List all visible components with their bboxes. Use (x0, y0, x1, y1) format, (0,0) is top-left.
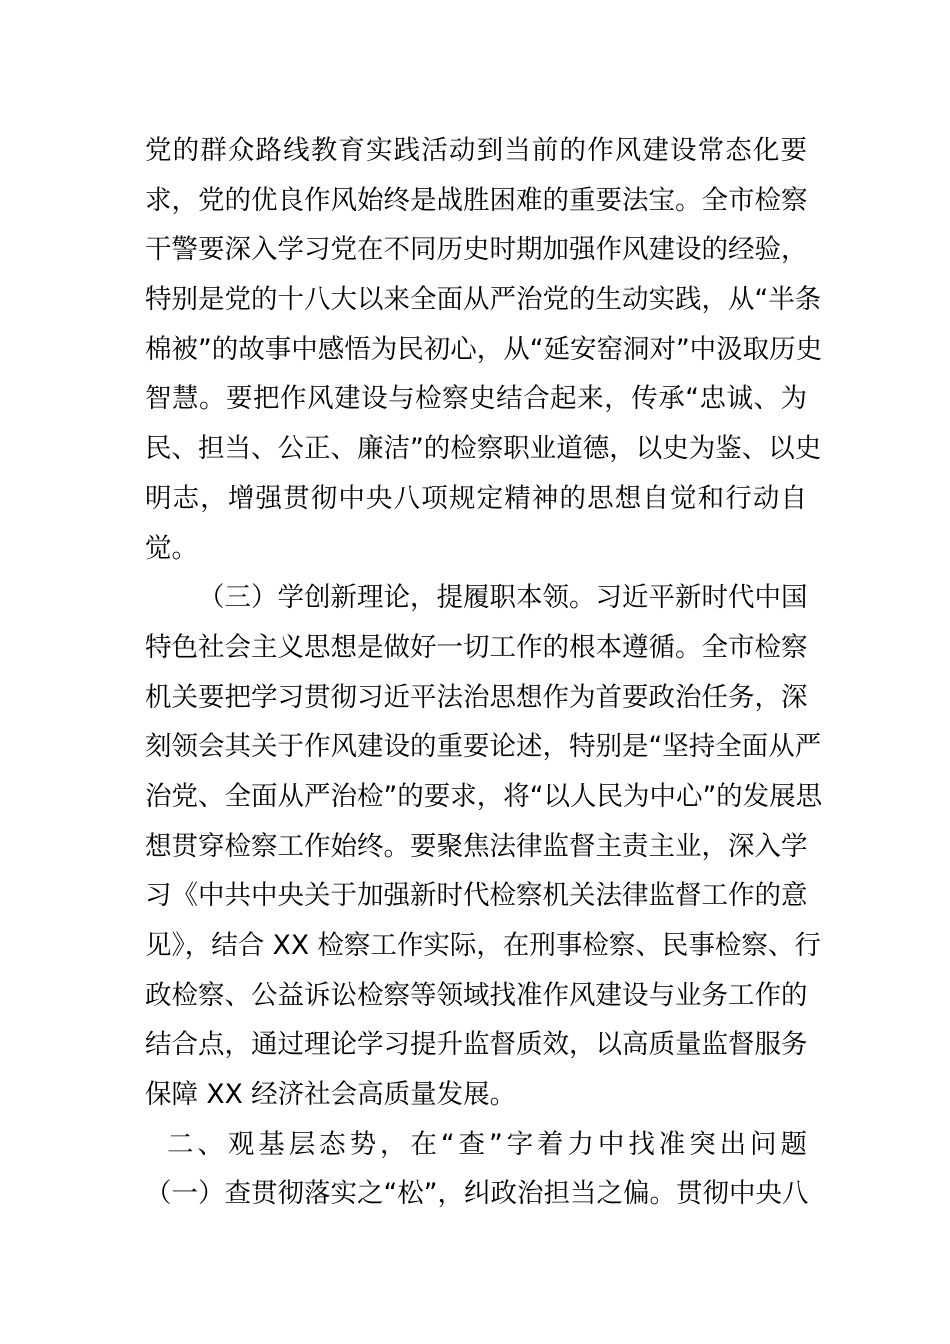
text-line: 机关要把学习贯彻习近平法治思想作为首要政治任务，深 (145, 681, 808, 713)
text-line: 求，党的优良作风始终是战胜困难的重要法宝。全市检察 (145, 184, 808, 216)
section-heading-line: 二、观基层态势，在“查”字着力中找准突出问题 (167, 1128, 807, 1160)
text-line: 棉被”的故事中感悟为民初心，从“延安窑洞对”中汲取历史 (145, 333, 823, 365)
text-line: 民、担当、公正、廉洁”的检察职业道德，以史为鉴、以史 (145, 433, 822, 465)
text-line: 见》，结合 XX 检察工作实际，在刑事检察、民事检察、行 (145, 930, 821, 961)
section-heading-line: （三）学创新理论，提履职本领。习近平新时代中国 (198, 582, 808, 614)
text-line: 党的群众路线教育实践活动到当前的作风建设常态化要 (145, 135, 807, 166)
section-heading-2 (145, 1120, 807, 1170)
paragraph-work-style-history (145, 126, 823, 573)
text-line: 明志，增强贯彻中央八项规定精神的思想自觉和行动自 (145, 482, 807, 514)
text-line: 保障 XX 经济社会高质量发展。 (145, 1079, 517, 1111)
subsection-heading-line: （一）查贯彻落实之“松”，纠政治担当之偏。贯彻中央八 (145, 1178, 809, 1210)
paragraph-study-new-theory (145, 573, 823, 1120)
text-line: 觉。 (145, 532, 198, 564)
text-line: 智慧。要把作风建设与检察史结合起来，传承“忠诚、为 (145, 383, 807, 415)
text-line: 特别是党的十八大以来全面从严治党的生动实践，从“半条 (145, 284, 822, 316)
paragraph-check-implementation (145, 1169, 807, 1219)
text-line: 治党、全面从严治检”的要求，将“以人民为中心”的发展思 (145, 780, 823, 812)
text-line: 特色社会主义思想是做好一切工作的根本遵循。全市检察 (145, 631, 808, 663)
document-page (145, 126, 823, 1219)
text-line: 想贯穿检察工作始终。要聚焦法律监督主责主业，深入学 (145, 830, 808, 862)
text-line: 习《中共中央关于加强新时代检察机关法律监督工作的意 (145, 880, 808, 912)
text-line: 结合点，通过理论学习提升监督质效，以高质量监督服务 (145, 1029, 808, 1061)
text-line: 政检察、公益诉讼检察等领域找准作风建设与业务工作的 (145, 979, 808, 1011)
text-line: 刻领会其关于作风建设的重要论述，特别是“坚持全面从严 (145, 731, 822, 763)
text-line: 干警要深入学习党在不同历史时期加强作风建设的经验， (145, 234, 808, 266)
